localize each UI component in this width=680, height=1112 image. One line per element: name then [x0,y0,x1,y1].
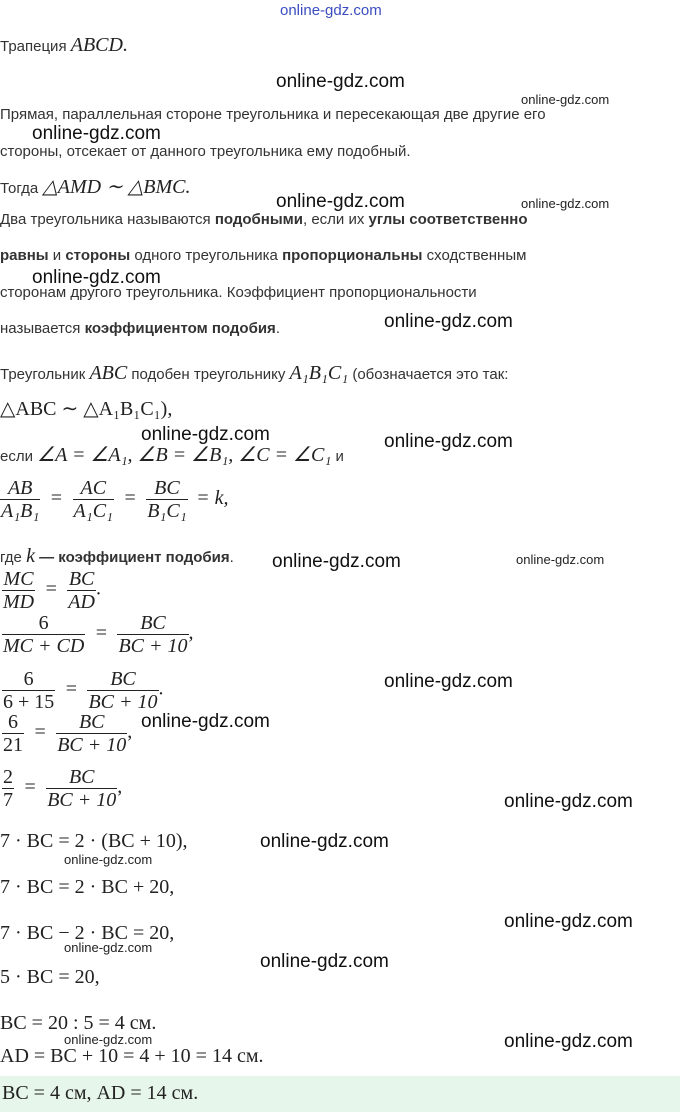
equation-3 [2,668,164,713]
theorem-line-1: Прямая, параллельная стороне треугольника и пересекающая две другие его [0,106,546,123]
watermark: online-gdz.com [64,852,153,867]
denominator: MC + CD [3,635,85,657]
fraction [117,612,188,657]
watermark: online-gdz.com [276,191,405,212]
def-text: , если их [302,211,369,228]
fraction [2,568,35,613]
similarity-notation: △ABC ∼ △A₁B₁C₁), [0,398,173,420]
sim-math: ABC [89,362,128,384]
equals-sign: = [50,486,63,509]
watermark: online-gdz.com [141,424,270,445]
fraction [0,477,40,522]
definition-line-2 [0,247,526,264]
then-line [0,174,190,199]
def-text: сходственным [422,247,527,264]
watermark: online-gdz.com [64,940,153,955]
numerator: BC [68,568,95,590]
angles-math: ∠A = ∠A₁, ∠B = ∠B₁, ∠C = ∠C₁ [37,444,332,466]
def-bold: стороны [65,247,131,264]
fraction [67,568,96,613]
then-math: △AMD ∼ △BMC. [42,176,191,198]
equals-sign: = [45,577,57,600]
fraction [2,612,85,657]
equation-7: 7 · BC = 2 · BC + 20, [0,876,175,898]
fraction [2,766,14,811]
similarity-line-1 [0,362,508,385]
denominator: A₁C₁ [73,500,113,522]
tail: . [95,577,101,600]
denominator: B₁C₁ [147,500,187,522]
watermark: online-gdz.com [516,552,605,567]
numerator: 6 [2,668,55,691]
denominator: BC + 10 [118,635,188,657]
watermark: online-gdz.com [504,791,633,812]
equation-4 [2,711,132,756]
coef-text: где [0,549,27,566]
numerator: MC [3,568,34,590]
def-bold: пропорциональны [282,247,423,264]
watermark: online-gdz.com [504,911,633,932]
fraction [56,711,127,756]
tail: , [127,720,133,743]
equation-6: 7 · BC = 2 · (BC + 10), [0,830,188,852]
numerator: BC [56,711,127,734]
title-math: ABCD. [70,34,128,56]
equals-sign: = [124,486,136,509]
numerator: 6 [2,711,24,734]
def-text: . [275,320,280,337]
watermark: online-gdz.com [32,123,161,144]
equation-10: BC = 20 : 5 = 4 см. [0,1012,157,1034]
denominator: AD [68,591,95,613]
numerator: AB [0,477,40,500]
watermark: online-gdz.com [260,951,389,972]
denominator: A₁B₁ [1,500,40,522]
numerator: BC [46,766,117,789]
denominator: 21 [3,734,23,756]
definition-line-4 [0,320,280,337]
def-text: Два треугольника называются [0,211,215,228]
def-text: называется [0,320,85,337]
watermark: online-gdz.com [260,831,389,852]
equation-2 [2,612,194,657]
def-text: одного треугольника [130,247,283,264]
sim-math: A₁B₁C₁ [289,362,349,384]
watermark: online-gdz.com [384,431,513,452]
equation-8: 7 · BC − 2 · BC = 20, [0,922,175,944]
equals-sign: = [34,720,46,743]
numerator: BC [117,612,188,635]
equation-1 [2,568,101,613]
def-bold: равны [0,247,49,264]
sim-text: (обозначается это так: [348,366,509,383]
denominator: BC + 10 [47,789,117,811]
denominator: BC + 10 [88,691,158,713]
watermark: online-gdz.com [384,311,513,332]
fraction [2,711,24,756]
equation-9: 5 · BC = 20, [0,966,100,988]
numerator: BC [146,477,187,500]
definition-line-3: сторонам другого треугольника. Коэффициент пропорциональности [0,284,477,301]
watermark: online-gdz.com [384,671,513,692]
equation-5 [2,766,122,811]
then-prefix: Тогда [0,180,39,197]
tail: , [117,775,123,798]
angles-text: если [0,448,38,465]
title-text: Трапеция [0,38,67,55]
angles-text: и [331,448,344,465]
numerator: 6 [2,612,85,635]
sim-text: Треугольник [0,366,90,383]
watermark: online-gdz.com [521,92,610,107]
watermark: online-gdz.com [276,71,405,92]
definition-line-1 [0,211,528,228]
numerator: AC [73,477,114,500]
top-watermark-link[interactable]: online-gdz.com [280,2,382,19]
numerator: BC [87,668,158,691]
watermark: online-gdz.com [64,1032,153,1047]
watermark: online-gdz.com [32,267,161,288]
def-text: и [48,247,66,264]
denominator: 7 [3,789,13,811]
watermark: online-gdz.com [504,1031,633,1052]
coefficient-line [0,545,234,568]
watermark: online-gdz.com [272,551,401,572]
theorem-line-2: стороны, отсекает от данного треугольника ему подобный. [0,143,411,160]
tail: . [158,677,164,700]
ratio-equation [0,477,228,522]
coef-text: . [229,549,234,566]
equals-sign: = [24,775,36,798]
watermark: online-gdz.com [141,711,270,732]
def-bold: подобными [214,211,303,228]
coef-math: k [26,545,35,567]
equals-sign: = [95,621,108,644]
ratio-tail: = k, [196,486,229,509]
denominator: BC + 10 [57,734,127,756]
fraction [2,668,55,713]
answer-box [0,1076,680,1112]
fraction [87,668,158,713]
fraction [73,477,114,522]
def-bold: коэффициентом подобия [84,320,276,337]
numerator: 2 [3,766,13,788]
sim-text: подобен треугольнику [127,366,290,383]
def-bold: углы соответственно [368,211,528,228]
fraction [46,766,117,811]
fraction [146,477,187,522]
tail: , [188,621,194,644]
equation-11: AD = BC + 10 = 4 + 10 = 14 см. [0,1045,264,1067]
denominator: MD [3,591,35,613]
coef-bold: — коэффициент подобия [34,549,230,566]
denominator: 6 + 15 [3,691,55,713]
watermark: online-gdz.com [521,196,610,211]
equals-sign: = [65,677,78,700]
title-line [0,34,128,57]
answer-text: BC = 4 см, AD = 14 см. [2,1082,199,1104]
